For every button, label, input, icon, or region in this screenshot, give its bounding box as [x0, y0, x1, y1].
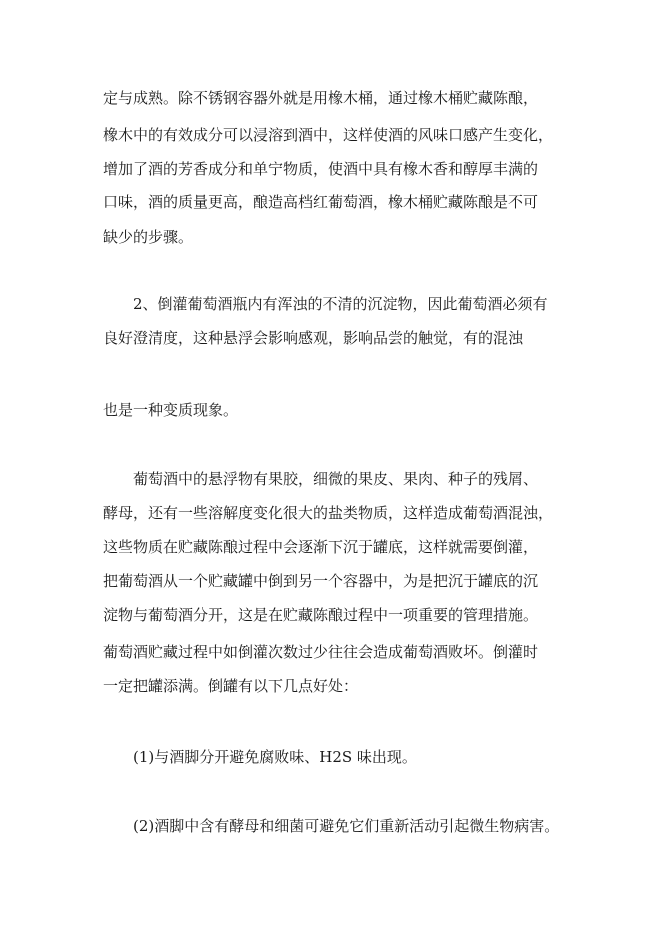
paragraph3-line-2: 酵母，还有一些溶解度变化很大的盐类物质，这样造成葡萄酒混浊，: [103, 504, 554, 522]
list-item-2: (2)酒脚中含有酵母和细菌可避免它们重新活动引起微生物病害。: [133, 817, 560, 835]
paragraph3-line-6: 葡萄酒贮藏过程中如倒灌次数过少往往会造成葡萄酒败坏。倒灌时: [103, 643, 539, 661]
paragraph1-line-3: 增加了酒的芳香成分和单宁物质，使酒中具有橡木香和醇厚丰满的: [103, 160, 539, 178]
paragraph2-line-1: 2、倒灌葡萄酒瓶内有浑浊的不清的沉淀物，因此葡萄酒必须有: [133, 295, 548, 313]
paragraph1-line-1: 定与成熟。除不锈钢容器外就是用橡木桶，通过橡木桶贮藏陈酿，: [103, 89, 539, 107]
paragraph2-line-3: 也是一种变质现象。: [103, 401, 239, 419]
list-item-1: (1)与酒脚分开避免腐败味、H2S 味出现。: [133, 748, 417, 766]
paragraph1-line-2: 橡木中的有效成分可以浸溶到酒中，这样使酒的风味口感产生变化，: [103, 126, 554, 144]
paragraph2-line-2: 良好澄清度，这种悬浮会影响感观，影响品尝的触觉，有的混浊: [103, 329, 524, 347]
paragraph1-line-4: 口味，酒的质量更高，酿造高档红葡萄酒，橡木桶贮藏陈酿是不可: [103, 193, 539, 211]
paragraph3-line-5: 淀物与葡萄酒分开，这是在贮藏陈酿过程中一项重要的管理措施。: [103, 606, 539, 624]
paragraph1-line-5: 缺少的步骤。: [103, 228, 194, 246]
paragraph3-line-7: 一定把罐添满。倒罐有以下几点好处：: [103, 677, 359, 695]
paragraph3-line-3: 这些物质在贮藏陈酿过程中会逐渐下沉于罐底，这样就需要倒灌，: [103, 538, 539, 556]
paragraph3-line-1: 葡萄酒中的悬浮物有果胶，细微的果皮、果肉、种子的残屑、: [133, 470, 539, 488]
paragraph3-line-4: 把葡萄酒从一个贮藏罐中倒到另一个容器中，为是把沉于罐底的沉: [103, 572, 539, 590]
